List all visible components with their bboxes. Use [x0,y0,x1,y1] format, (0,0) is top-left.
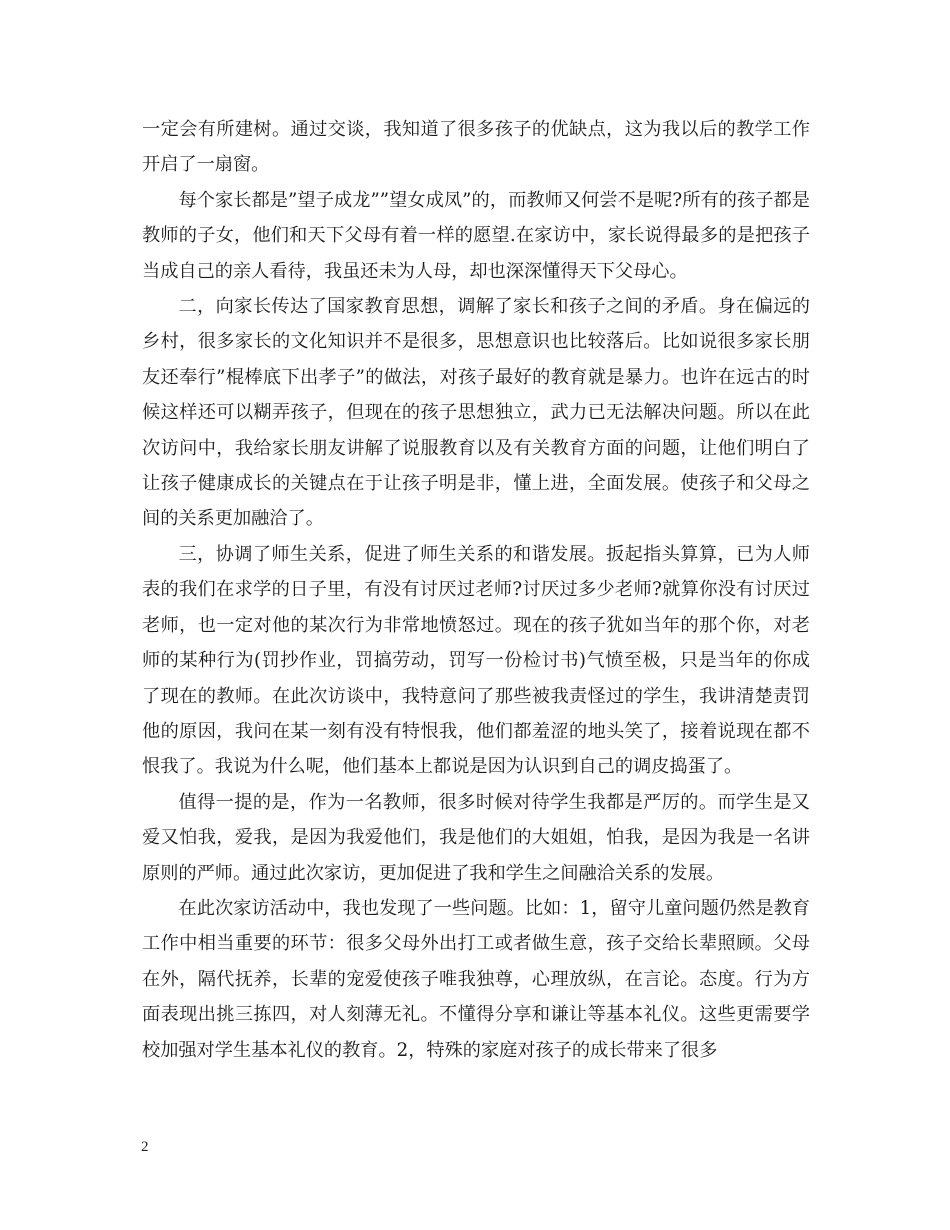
body-text [142,112,810,1068]
page-number: 2 [141,1139,149,1155]
paragraph-1: 一定会有所建树。通过交谈，我知道了很多孩子的优缺点，这为我以后的教学工作开启了一扇窗。 [142,119,810,176]
paragraph-4: 三，协调了师生关系，促进了师生关系的和谐发展。扳起指头算算，已为人师表的我们在求学的日子里，有没有讨厌过老师?讨厌过多少老师?就算你没有讨厌过老师，也一定对他的某次行为非常地愤怒过。现在的孩子犹如当年的那个你，对老师的某种行为(罚抄作业，罚搞劳动，罚写一份检讨书)气愤至极，只是当年的你成了现在的教师。在此次访谈中，我特意问了那些被我责怪过的学生，我讲清楚责罚他的原因，我问在某一刻有没有特恨我，他们都羞涩的地头笑了，接着说现在都不恨我了。我说为什么呢，他们基本上都说是因为认识到自己的调皮捣蛋了。 [142,543,810,778]
paragraph-2: 每个家长都是”望子成龙””望女成凤”的，而教师又何尝不是呢?所有的孩子都是教师的子女，他们和天下父母有着一样的愿望.在家访中，家长说得最多的是把孩子当成自己的亲人看待，我虽还未为人母，却也深深懂得天下父母心。 [142,189,810,282]
paragraph-5: 值得一提的是，作为一名教师，很多时候对待学生我都是严厉的。而学生是又爱又怕我，爱我，是因为我爱他们，我是他们的大姐姐，怕我，是因为我是一名讲原则的严师。通过此次家访，更加促进了我和学生之间融洽关系的发展。 [142,791,810,884]
paragraph-6: 在此次家访活动中，我也发现了一些问题。比如：1，留守儿童问题仍然是教育工作中相当重要的环节：很多父母外出打工或者做生意，孩子交给长辈照顾。父母在外，隔代抚养，长辈的宠爱使孩子唯我独尊，心理放纵，在言论。态度。行为方面表现出挑三拣四，对人刻薄无礼。不懂得分享和谦让等基本礼仪。这些更需要学校加强对学生基本礼仪的教育。2，特殊的家庭对孩子的成长带来了很多 [142,897,810,1061]
paragraph-3: 二，向家长传达了国家教育思想，调解了家长和孩子之间的矛盾。身在偏远的乡村，很多家长的文化知识并不是很多，思想意识也比较落后。比如说很多家长朋友还奉行”棍棒底下出孝子”的做法，对孩子最好的教育就是暴力。也许在远古的时候这样还可以糊弄孩子，但现在的孩子思想独立，武力已无法解决问题。所以在此次访问中，我给家长朋友讲解了说服教育以及有关教育方面的问题，让他们明白了让孩子健康成长的关键点在于让孩子明是非，懂上进，全面发展。使孩子和父母之间的关系更加融洽了。 [142,296,810,530]
